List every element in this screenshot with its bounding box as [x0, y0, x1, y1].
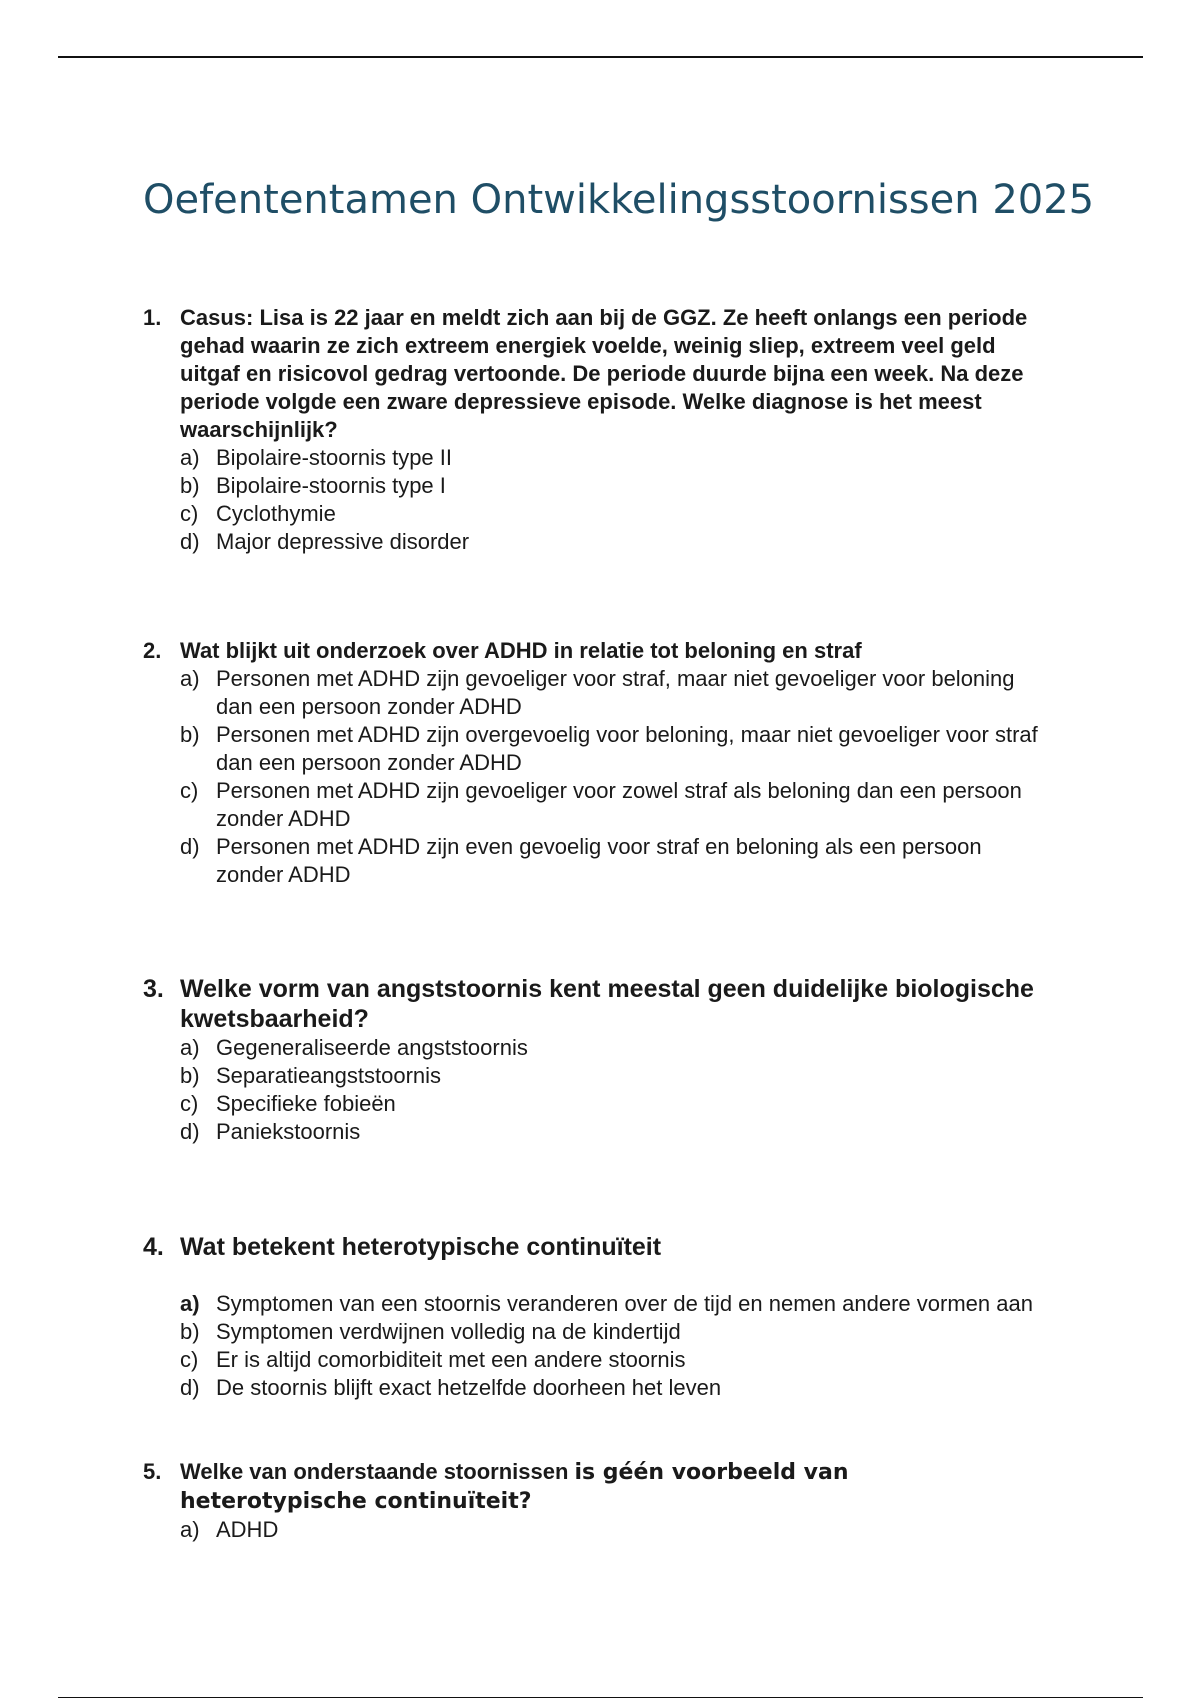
question-3 [143, 974, 1043, 1146]
question-1 [143, 304, 1043, 556]
question-text: Wat blijkt uit onderzoek over ADHD in relatie tot beloning en straf [180, 638, 862, 663]
option-letter: d) [180, 529, 200, 554]
answer-options [143, 1516, 1043, 1544]
question-text [180, 1458, 1043, 1516]
option-letter: a) [180, 1517, 200, 1542]
question-number: 4. [143, 1233, 164, 1261]
question-3-header [143, 974, 1043, 1034]
option-letter: b) [180, 473, 200, 498]
option-text: Bipolaire-stoornis type I [216, 473, 446, 498]
answer-option [180, 1318, 1043, 1346]
question-2 [143, 637, 1043, 889]
answer-option [180, 1374, 1043, 1402]
option-text: Personen met ADHD zijn even gevoelig voor straf en beloning als een persoon zonder ADHD [216, 834, 982, 887]
answer-options [143, 1290, 1043, 1402]
option-text: Symptomen verdwijnen volledig na de kindertijd [216, 1319, 681, 1344]
answer-option [180, 1062, 1043, 1090]
answer-option [180, 665, 1043, 721]
page-title: Oefententamen Ontwikkelingsstoornissen 2025 [143, 177, 1095, 223]
answer-option [180, 444, 1043, 472]
question-number: 2. [143, 638, 162, 663]
question-text-part2: is géén voorbeeld van heterotypische continuïteit? [180, 1460, 849, 1514]
option-text: Cyclothymie [216, 501, 336, 526]
spacer [143, 1262, 1043, 1290]
answer-option [180, 1118, 1043, 1146]
answer-option [180, 833, 1043, 889]
answer-option [180, 1090, 1043, 1118]
option-text: De stoornis blijft exact hetzelfde doorheen het leven [216, 1375, 722, 1400]
answer-option [180, 1346, 1043, 1374]
option-letter: b) [180, 722, 200, 747]
question-2-header [143, 637, 1043, 665]
question-4-header [143, 1232, 1043, 1262]
answer-option [180, 528, 1043, 556]
option-letter: a) [180, 1291, 200, 1316]
option-text: Symptomen van een stoornis veranderen over de tijd en nemen andere vormen aan [216, 1291, 1033, 1316]
option-letter: c) [180, 501, 199, 526]
option-text: Er is altijd comorbiditeit met een andere stoornis [216, 1347, 686, 1372]
answer-options [143, 444, 1043, 556]
option-letter: c) [180, 778, 199, 803]
footer-rule [58, 1697, 1143, 1698]
question-1-header [143, 304, 1043, 444]
option-letter: d) [180, 1375, 200, 1400]
option-text: Personen met ADHD zijn overgevoelig voor beloning, maar niet gevoeliger voor straf dan een persoon zonder ADHD [216, 722, 1038, 775]
answer-option [180, 500, 1043, 528]
option-letter: b) [180, 1319, 200, 1344]
option-text: Major depressive disorder [216, 529, 470, 554]
header-rule [58, 56, 1143, 58]
option-letter: d) [180, 834, 200, 859]
option-letter: c) [180, 1091, 199, 1116]
option-text: Bipolaire-stoornis type II [216, 445, 452, 470]
option-letter: a) [180, 1035, 200, 1060]
question-number: 5. [143, 1459, 162, 1484]
question-number: 1. [143, 305, 162, 330]
option-text: Separatieangststoornis [216, 1063, 442, 1088]
option-letter: c) [180, 1347, 199, 1372]
option-letter: b) [180, 1063, 200, 1088]
option-text: Paniekstoornis [216, 1119, 361, 1144]
answer-options [143, 1034, 1043, 1146]
option-letter: a) [180, 445, 200, 470]
question-5 [143, 1458, 1043, 1544]
option-text: Personen met ADHD zijn gevoeliger voor straf, maar niet gevoeliger voor beloning dan een persoon zonder ADHD [216, 666, 1015, 719]
answer-option [180, 472, 1043, 500]
answer-option [180, 1516, 1043, 1544]
answer-options [143, 665, 1043, 889]
option-letter: d) [180, 1119, 200, 1144]
answer-option [180, 1290, 1043, 1318]
answer-option [180, 721, 1043, 777]
question-text: Wat betekent heterotypische continuïteit [180, 1233, 662, 1261]
question-4 [143, 1232, 1043, 1402]
option-letter: a) [180, 666, 200, 691]
question-text: Welke vorm van angststoornis kent meestal geen duidelijke biologische kwetsbaarheid? [180, 975, 1034, 1033]
option-text: ADHD [216, 1517, 279, 1542]
option-text: Specifieke fobieën [216, 1091, 396, 1116]
question-text: Casus: Lisa is 22 jaar en meldt zich aan bij de GGZ. Ze heeft onlangs een periode gehad waarin ze zich extreem energiek voelde, weinig sliep, extreem veel geld uitgaf en risicovol gedrag vertoonde. De periode duurde bijna een week. Na deze periode volgde een zware depressieve episode. Welke diagnose is het meest waarschijnlijk? [180, 305, 1028, 442]
question-5-header [143, 1458, 1043, 1516]
answer-option [180, 777, 1043, 833]
question-number: 3. [143, 975, 164, 1003]
question-text-part1: Welke van onderstaande stoornissen [180, 1459, 575, 1484]
option-text: Gegeneraliseerde angststoornis [216, 1035, 528, 1060]
answer-option [180, 1034, 1043, 1062]
option-text: Personen met ADHD zijn gevoeliger voor zowel straf als beloning dan een persoon zonder ADHD [216, 778, 1022, 831]
